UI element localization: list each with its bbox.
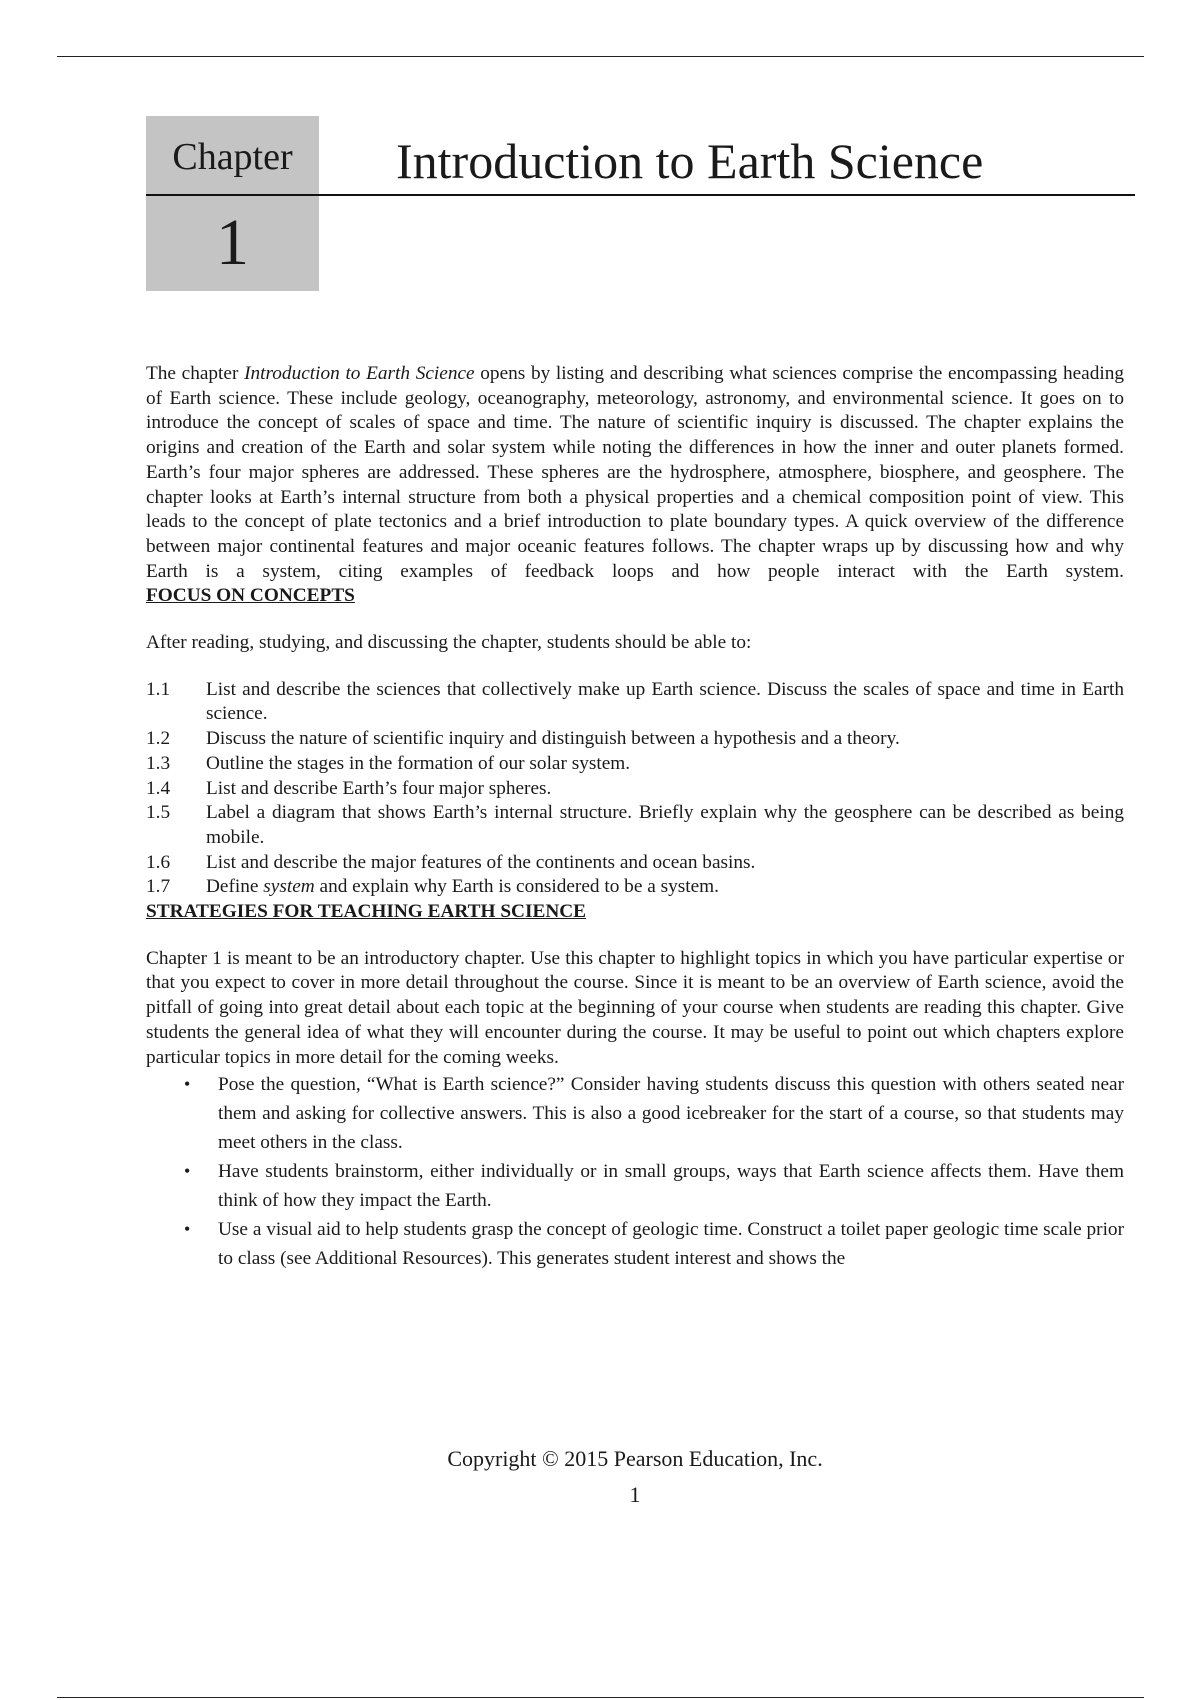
bullet-icon: • — [184, 1219, 191, 1240]
focus-item — [146, 752, 1124, 777]
strategy-bullet — [146, 1157, 1124, 1215]
strategy-bullet-text: Have students brainstorm, either individually or in small groups, ways that Earth science affects them. Have them think of how they impact the Earth. — [218, 1161, 1124, 1212]
strategies-paragraph: Chapter 1 is meant to be an introductory chapter. Use this chapter to highlight topics in which you have particular expertise or that you expect to cover in more detail throughout the course. Since it is meant to be an overview of Earth science, avoid the pitfall of going into great detail about each topic at the beginning of your course when students are reading this chapter. Give students the general idea of what they will encounter during the course. It may be useful to point out which chapters explore particular topics in more detail for the coming weeks. — [146, 947, 1124, 1068]
strategy-bullet-text: Pose the question, “What is Earth science?” Consider having students discuss this question with others seated near them and asking for collective answers. This is also a good icebreaker for the start of a course, so that students may meet others in the class. — [218, 1074, 1124, 1154]
focus-item — [146, 678, 1124, 727]
strategies-bullet-list — [146, 1070, 1124, 1273]
strategy-bullet — [146, 1070, 1124, 1157]
chapter-title-rule — [146, 194, 1135, 196]
focus-list — [146, 678, 1124, 900]
intro-title-italic: Introduction to Earth Science — [244, 363, 475, 384]
intro-prefix: The chapter — [146, 363, 245, 384]
bullet-icon: • — [184, 1161, 191, 1182]
focus-item-number: 1.4 — [146, 777, 171, 799]
bottom-rule — [57, 1697, 1144, 1698]
page-number: 1 — [629, 1482, 641, 1507]
focus-item-number: 1.7 — [146, 876, 171, 898]
strategy-bullet-text: Use a visual aid to help students grasp the concept of geologic time. Construct a toilet paper geologic time scale prior to class (see Additional Resources). This generates student interest and shows the — [218, 1219, 1124, 1270]
strategy-bullet — [146, 1215, 1124, 1273]
focus-item-text: List and describe the sciences that collectively make up Earth science. Discuss the scales of space and time in Earth science. — [206, 678, 1124, 725]
focus-item-number: 1.6 — [146, 851, 171, 873]
strategies-heading: STRATEGIES FOR TEACHING EARTH SCIENCE — [146, 901, 587, 923]
focus-item-text: List and describe Earth’s four major spheres. — [206, 777, 552, 799]
focus-heading: FOCUS ON CONCEPTS — [146, 585, 355, 607]
focus-item — [146, 875, 1124, 900]
focus-item-text: Outline the stages in the formation of our solar system. — [206, 752, 631, 774]
page-content — [146, 362, 1124, 1273]
focus-item-number: 1.3 — [146, 752, 171, 774]
focus-item-text: Discuss the nature of scientific inquiry and distinguish between a hypothesis and a theory. — [206, 728, 900, 750]
focus-item-text: List and describe the major features of the continents and ocean basins. — [206, 851, 756, 873]
focus-item — [146, 851, 1124, 876]
top-rule — [57, 56, 1144, 57]
focus-item — [146, 801, 1124, 850]
focus-lead: After reading, studying, and discussing the chapter, students should be able to: — [146, 632, 752, 654]
bullet-icon: • — [184, 1074, 191, 1095]
focus-item-number: 1.1 — [146, 678, 171, 700]
focus-item-text-post: and explain why Earth is considered to be a system. — [314, 876, 719, 898]
focus-item-number: 1.2 — [146, 728, 171, 750]
chapter-box — [146, 116, 319, 291]
focus-item-text: Label a diagram that shows Earth’s internal structure. Briefly explain why the geosphere can be described as being mobile. — [206, 802, 1124, 848]
focus-item-text-pre: Define — [206, 876, 264, 898]
focus-item-number: 1.5 — [146, 802, 171, 824]
chapter-label: Chapter — [172, 136, 293, 178]
copyright-notice: Copyright © 2015 Pearson Education, Inc. — [447, 1446, 823, 1471]
focus-item-text-italic: system — [263, 876, 315, 898]
focus-item — [146, 727, 1124, 752]
chapter-number: 1 — [216, 206, 249, 279]
focus-item — [146, 777, 1124, 802]
intro-paragraph — [146, 362, 1124, 584]
intro-body: opens by listing and describing what sciences comprise the encompassing heading of Earth science. These include geology, oceanography, meteorology, astronomy, and environmental science. It goes on to introduce the concept of scales of space and time. The nature of scientific inquiry is discussed. The chapter explains the origins and creation of the Earth and solar system while noting the differences in how the inner and outer planets formed. Earth’s four major spheres are addressed. These spheres are the hydrosphere, atmosphere, biosphere, and geosphere. The chapter looks at Earth’s internal structure from both a physical properties and a chemical composition point of view. This leads to the concept of plate tectonics and a brief introduction to plate boundary types. A quick overview of the difference between major continental features and major oceanic features follows. The chapter wraps up by discussing how and why Earth is a system, citing examples of feedback loops and how people interact with the Earth system. — [146, 363, 1124, 582]
chapter-title: Introduction to Earth Science — [396, 133, 984, 189]
